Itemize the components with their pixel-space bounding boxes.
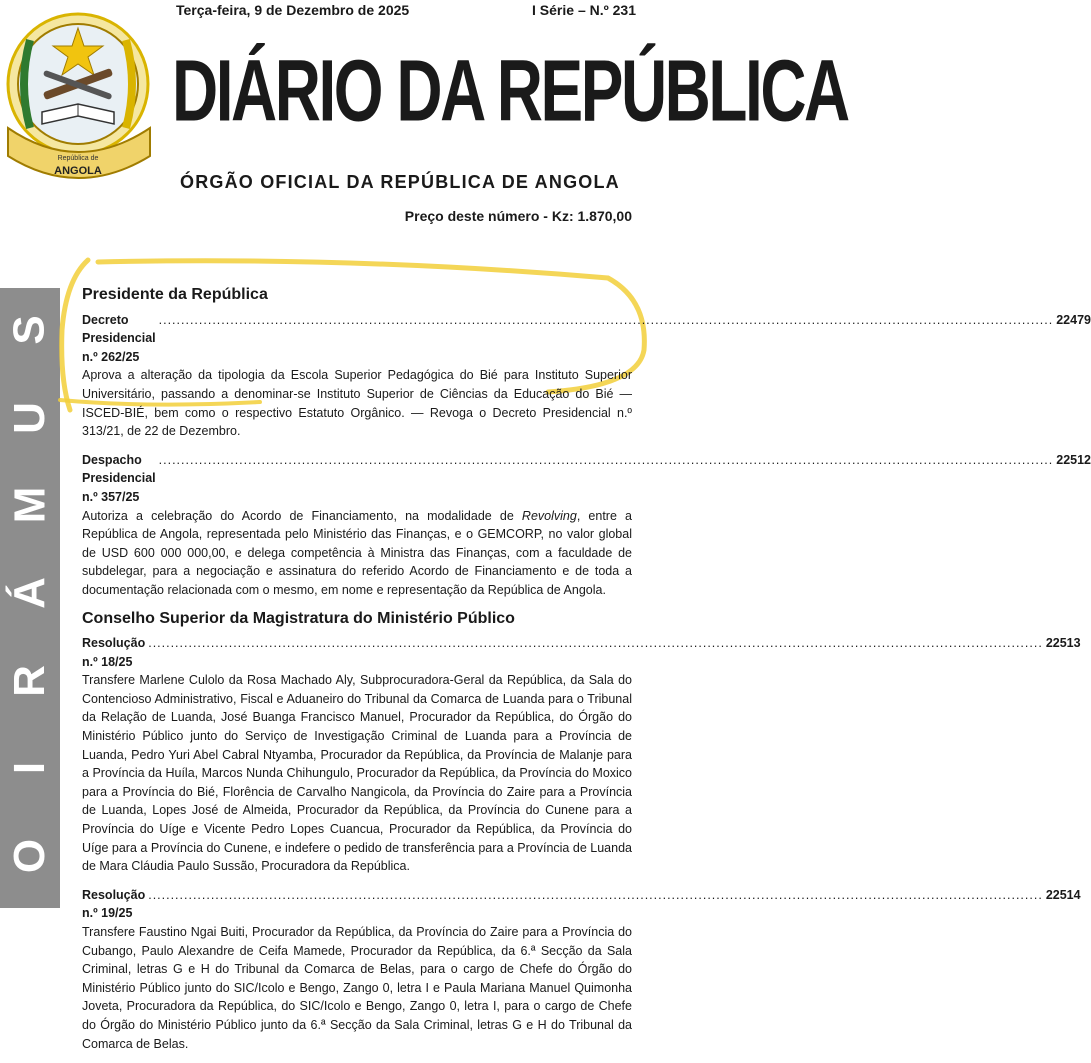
issue-line	[172, 2, 636, 22]
entry-description: Transfere Marlene Culolo da Rosa Machado Aly, Subprocuradora-Geral da República, da Sala do Contencioso Administrativo, Fiscal e Aduaneiro do Tribunal da Comarca de Luanda para o Tribunal da Relação de Luanda, José Buanga Francisco Manuel, Procurador da República, do Órgão do Ministério Público junto do Serviço de Investigação Criminal de Luanda para a Província de Luanda, Pedro Yuri Abel Cabral Ntyamba, Procurador da República, da Província de Malanje para a Província da Huíla, Marcos Nunda Chihungulo, Procurador da República, da Província do Moxico para a Província do Bié, Florência de Carvalho Nangicola, da Província do Zaire para a Província de Luanda, Lopes José de Almeida, Procurador da República, da Província do Cunene para a Província do Uíge e Vicente Pedro Lopes Cuancua, Procurador da República, da Província do Uíge para a Província do Cunene, e indefere o pedido de transferência para a Província de Luanda de Mara Cláudia Paulo Sussão, Procuradora da República.	[82, 673, 632, 874]
entry-title: Despacho Presidencial n.º 357/25	[82, 452, 156, 504]
leader-dots	[148, 634, 1043, 653]
sidebar-letter: Á	[5, 577, 54, 609]
section-title: Presidente da República	[82, 286, 268, 303]
summary-entry[interactable]	[82, 886, 1081, 1053]
issue-number: I Série – N.º 231	[532, 2, 636, 18]
entry-text-italic: Revolving	[521, 508, 577, 523]
entry-title: Resolução n.º 19/25	[82, 887, 146, 921]
leader-dots	[148, 886, 1043, 905]
summary-entry[interactable]	[82, 451, 1091, 600]
entry-description	[82, 507, 632, 600]
leader-dots	[159, 311, 1054, 330]
sidebar-letter: O	[4, 838, 54, 874]
sidebar-letter: I	[4, 762, 54, 775]
angola-coat-of-arms	[0, 0, 160, 190]
entry-page: 22513	[1045, 636, 1081, 651]
entry-text: , entre a República de Angola, representada pelo Ministério das Finanças, e o GEMCORP, no valor global de USD 600 000 000,00, e delega competência à Ministra das Finanças, com a faculdade de subdelegar, para a negociação e assinatura do referido Acordo de Financiamento e de toda a documentação relacionada com o mesmo, em nome e representação da República de Angola.	[82, 508, 632, 597]
entry-description: Transfere Faustino Ngai Buiti, Procurador da República, da Província do Zaire para a Província do Cubango, Paulo Alexandre de Ceifa Mamede, Procurador da República, da 6.ª Secção da Sala Criminal, letras G e H do Tribunal da Comarca de Belas, para o cargo de Chefe do Órgão do Ministério Público junto do SIC/Icolo e Bengo, Zango 0, letra I e Paula Mariana Manuel Quimonha Joveta, Procuradora da República, do SIC/Icolo e Bengo, Zango 0, letra I, para o cargo de Chefe do Órgão do Ministério Público junto da 6.ª Secção da Sala Criminal, letras G e H do Tribunal da Comarca de Belas.	[82, 925, 632, 1051]
masthead-title: DIÁRIO DA REPÚBLICA	[172, 41, 848, 140]
leader-dots	[159, 451, 1054, 470]
entry-title: Resolução n.º 18/25	[82, 636, 146, 669]
entry-title: Decreto Presidencial n.º 262/25	[82, 312, 156, 364]
section-title: Conselho Superior da Magistratura do Ministério Público	[82, 609, 515, 627]
entry-page: 22512	[1056, 452, 1091, 467]
issue-date: Terça-feira, 9 de Dezembro de 2025	[176, 2, 410, 18]
entry-text: Autoriza a celebração do Acordo de Financiamento, na modalidade de	[82, 508, 522, 523]
entry-page: 22514	[1045, 887, 1081, 902]
entry-page: 22479	[1056, 312, 1091, 327]
sidebar-letter: R	[5, 664, 54, 697]
summary-sidebar	[0, 288, 60, 908]
summary-content	[82, 286, 1091, 1063]
issue-price: Preço deste número - Kz: 1.870,00	[404, 208, 632, 224]
summary-entry[interactable]	[82, 634, 1081, 876]
emblem-text-top: República de	[57, 155, 99, 162]
entry-description: Aprova a alteração da tipologia da Escola Superior Pedagógica do Bié para Instituto Superior Universitário, passando a denominar-se Instituto Superior de Ciências da Educação do Bié — ISCED-BIÉ, bem como o respectivo Estatuto Orgânico. — Revoga o Decreto Presidencial n.º 313/21, de 22 de Dezembro.	[82, 368, 632, 439]
sidebar-letter: U	[5, 401, 54, 434]
masthead-subtitle: ÓRGÃO OFICIAL DA REPÚBLICA DE ANGOLA	[180, 172, 620, 192]
summary-entry[interactable]	[82, 311, 1091, 441]
sidebar-letter: M	[5, 486, 54, 524]
emblem-text-bottom: ANGOLA	[54, 165, 102, 177]
sidebar-letter: S	[4, 315, 54, 345]
